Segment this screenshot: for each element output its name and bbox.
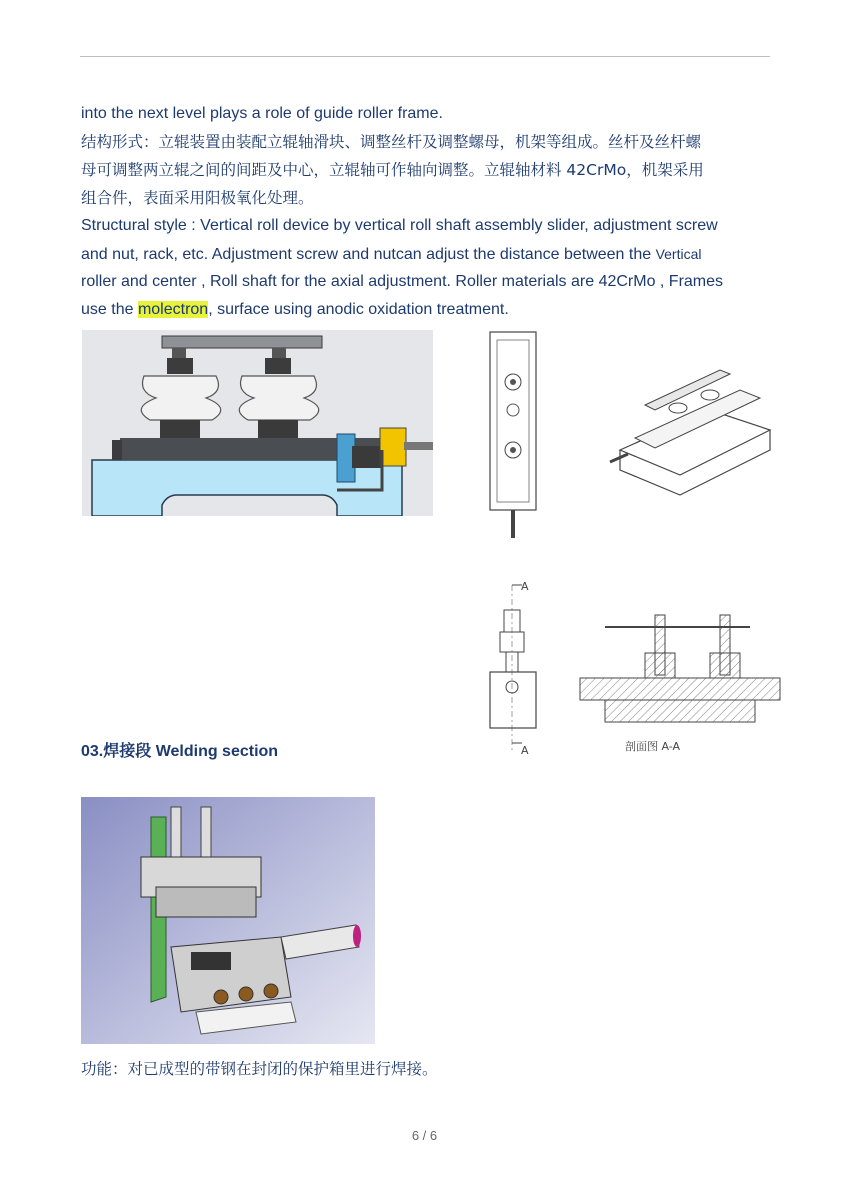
section-heading: 03.焊接段 Welding section <box>81 743 279 760</box>
vertical-roll-render <box>82 330 433 516</box>
structure-en-line-2-text: and nut, rack, etc. Adjustment screw and nutcan adjust the distance between the <box>81 246 656 263</box>
header-rule <box>80 56 770 57</box>
page-number: 6 / 6 <box>411 1128 438 1143</box>
structure-en-line-2-small: Vertical <box>655 246 702 262</box>
structure-en-line-3: roller and center , Roll shaft for the axial adjustment. Roller materials are 42CrMo , Frames <box>81 273 724 290</box>
structure-en-line-4-tail: , surface using anodic oxidation treatment. <box>208 301 509 318</box>
section-mark-bottom: A <box>521 744 529 757</box>
section-mark-top: A <box>521 580 529 593</box>
function-text: 功能：对已成型的带钢在封闭的保护箱里进行焊接。 <box>81 1060 438 1078</box>
section-side-view <box>484 575 544 760</box>
structure-en-line-4-text: use the <box>81 301 138 318</box>
structure-cn-line-1: 结构形式：立辊装置由装配立辊轴滑块、调整丝杆及调整螺母，机架等组成。丝杆及丝杆螺 <box>81 133 702 151</box>
structure-en-line-4 <box>81 296 781 324</box>
structure-en-line-2 <box>81 240 781 269</box>
structure-cn-line-2: 母可调整两立辊之间的间距及中心，立辊轴可作轴向调整。立辊轴材料 42CrMo，机架采用 <box>81 161 704 179</box>
intro-line: into the next level plays a role of guide roller frame. <box>81 105 443 122</box>
isometric-drawing <box>600 350 775 500</box>
section-aa-drawing <box>575 605 785 760</box>
section-caption: 剖面图 A-A <box>625 740 681 753</box>
structure-cn-line-3: 组合件，表面采用阳极氧化处理。 <box>81 189 314 207</box>
highlighted-word: molectron <box>137 301 209 318</box>
structure-en-line-1: Structural style : Vertical roll device by vertical roll shaft assembly slider, adjustment screw <box>81 217 718 234</box>
welding-section-render <box>81 797 375 1044</box>
front-view-drawing <box>484 330 544 540</box>
